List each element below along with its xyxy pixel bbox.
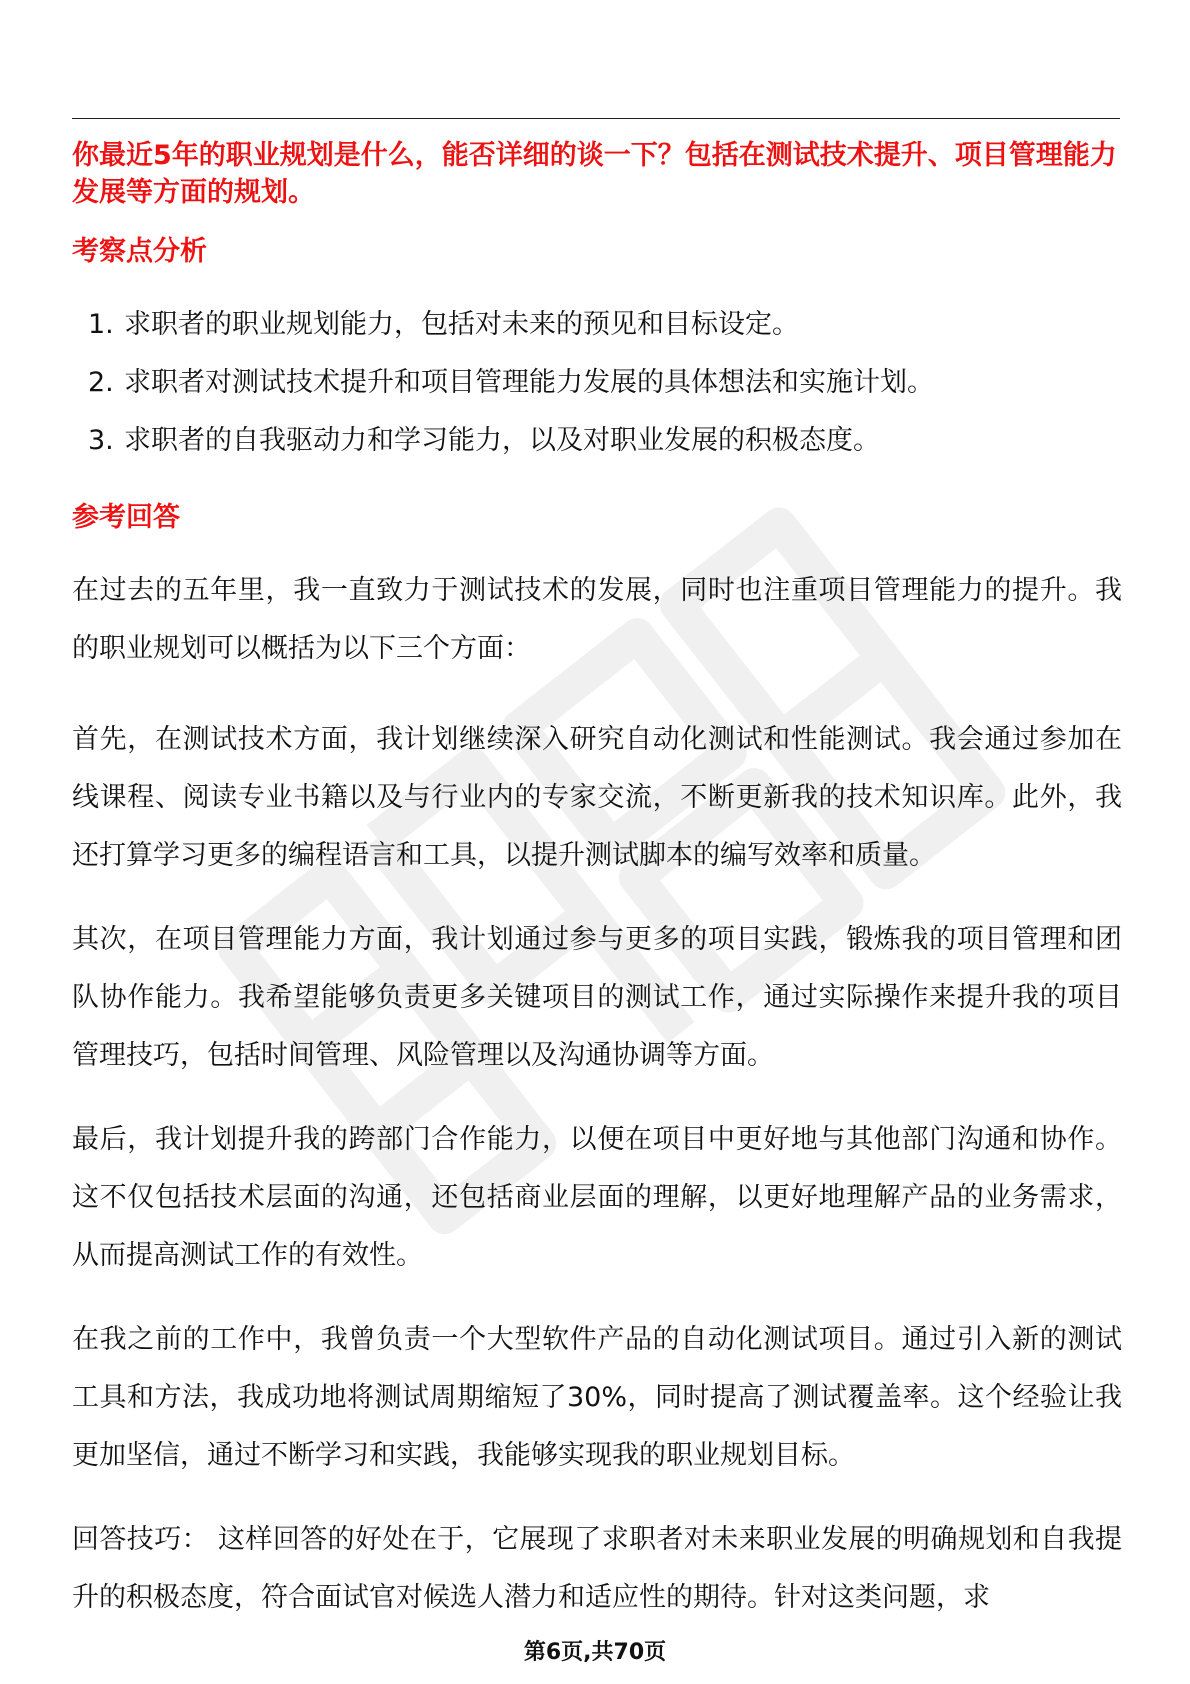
- list-item: [72, 423, 1112, 481]
- list-item-number: 3.: [88, 425, 114, 456]
- answer-heading: 参考回答: [72, 502, 180, 533]
- answer-paragraph: 其次，在项目管理能力方面，我计划通过参与更多的项目实践，锻炼我的项目管理和团队协作能力。我希望能够负责更多关键项目的测试工作，通过实际操作来提升我的项目管理技巧，包括时间管理、风险管理以及沟通协调等方面。: [72, 924, 1122, 1071]
- analysis-points: [72, 307, 1112, 481]
- list-item: [72, 365, 1112, 423]
- list-item-text: 求职者的自我驱动力和学习能力，以及对职业发展的积极态度。: [124, 425, 880, 456]
- interview-question: 你最近5年的职业规划是什么，能否详细的谈一下？包括在测试技术提升、项目管理能力发展等方面的规划。: [72, 140, 1117, 208]
- answer-paragraph: 在我之前的工作中，我曾负责一个大型软件产品的自动化测试项目。通过引入新的测试工具和方法，我成功地将测试周期缩短了30%，同时提高了测试覆盖率。这个经验让我更加坚信，通过不断学习和实践，我能够实现我的职业规划目标。: [72, 1324, 1122, 1471]
- list-item: [72, 307, 1112, 365]
- list-item-number: 1.: [88, 309, 114, 340]
- answer-tips-paragraph: 回答技巧： 这样回答的好处在于，它展现了求职者对未来职业发展的明确规划和自我提升的积极态度，符合面试官对候选人潜力和适应性的期待。针对这类问题，求: [72, 1524, 1122, 1613]
- answer-paragraph: 首先，在测试技术方面，我计划继续深入研究自动化测试和性能测试。我会通过参加在线课程、阅读专业书籍以及与行业内的专家交流，不断更新我的技术知识库。此外，我还打算学习更多的编程语言和工具，以提升测试脚本的编写效率和质量。: [72, 724, 1122, 871]
- analysis-heading: 考察点分析: [72, 236, 207, 267]
- list-item-number: 2.: [88, 367, 114, 398]
- answer-paragraph: 最后，我计划提升我的跨部门合作能力，以便在项目中更好地与其他部门沟通和协作。这不仅包括技术层面的沟通，还包括商业层面的理解，以更好地理解产品的业务需求，从而提高测试工作的有效性。: [72, 1124, 1122, 1271]
- header-divider: [72, 118, 1120, 119]
- page-number: 第6页,共70页: [523, 1640, 667, 1665]
- list-item-text: 求职者的职业规划能力，包括对未来的预见和目标设定。: [124, 309, 799, 340]
- list-item-text: 求职者对测试技术提升和项目管理能力发展的具体想法和实施计划。: [124, 367, 934, 398]
- answer-paragraph: 在过去的五年里，我一直致力于测试技术的发展，同时也注重项目管理能力的提升。我的职业规划可以概括为以下三个方面：: [72, 575, 1122, 664]
